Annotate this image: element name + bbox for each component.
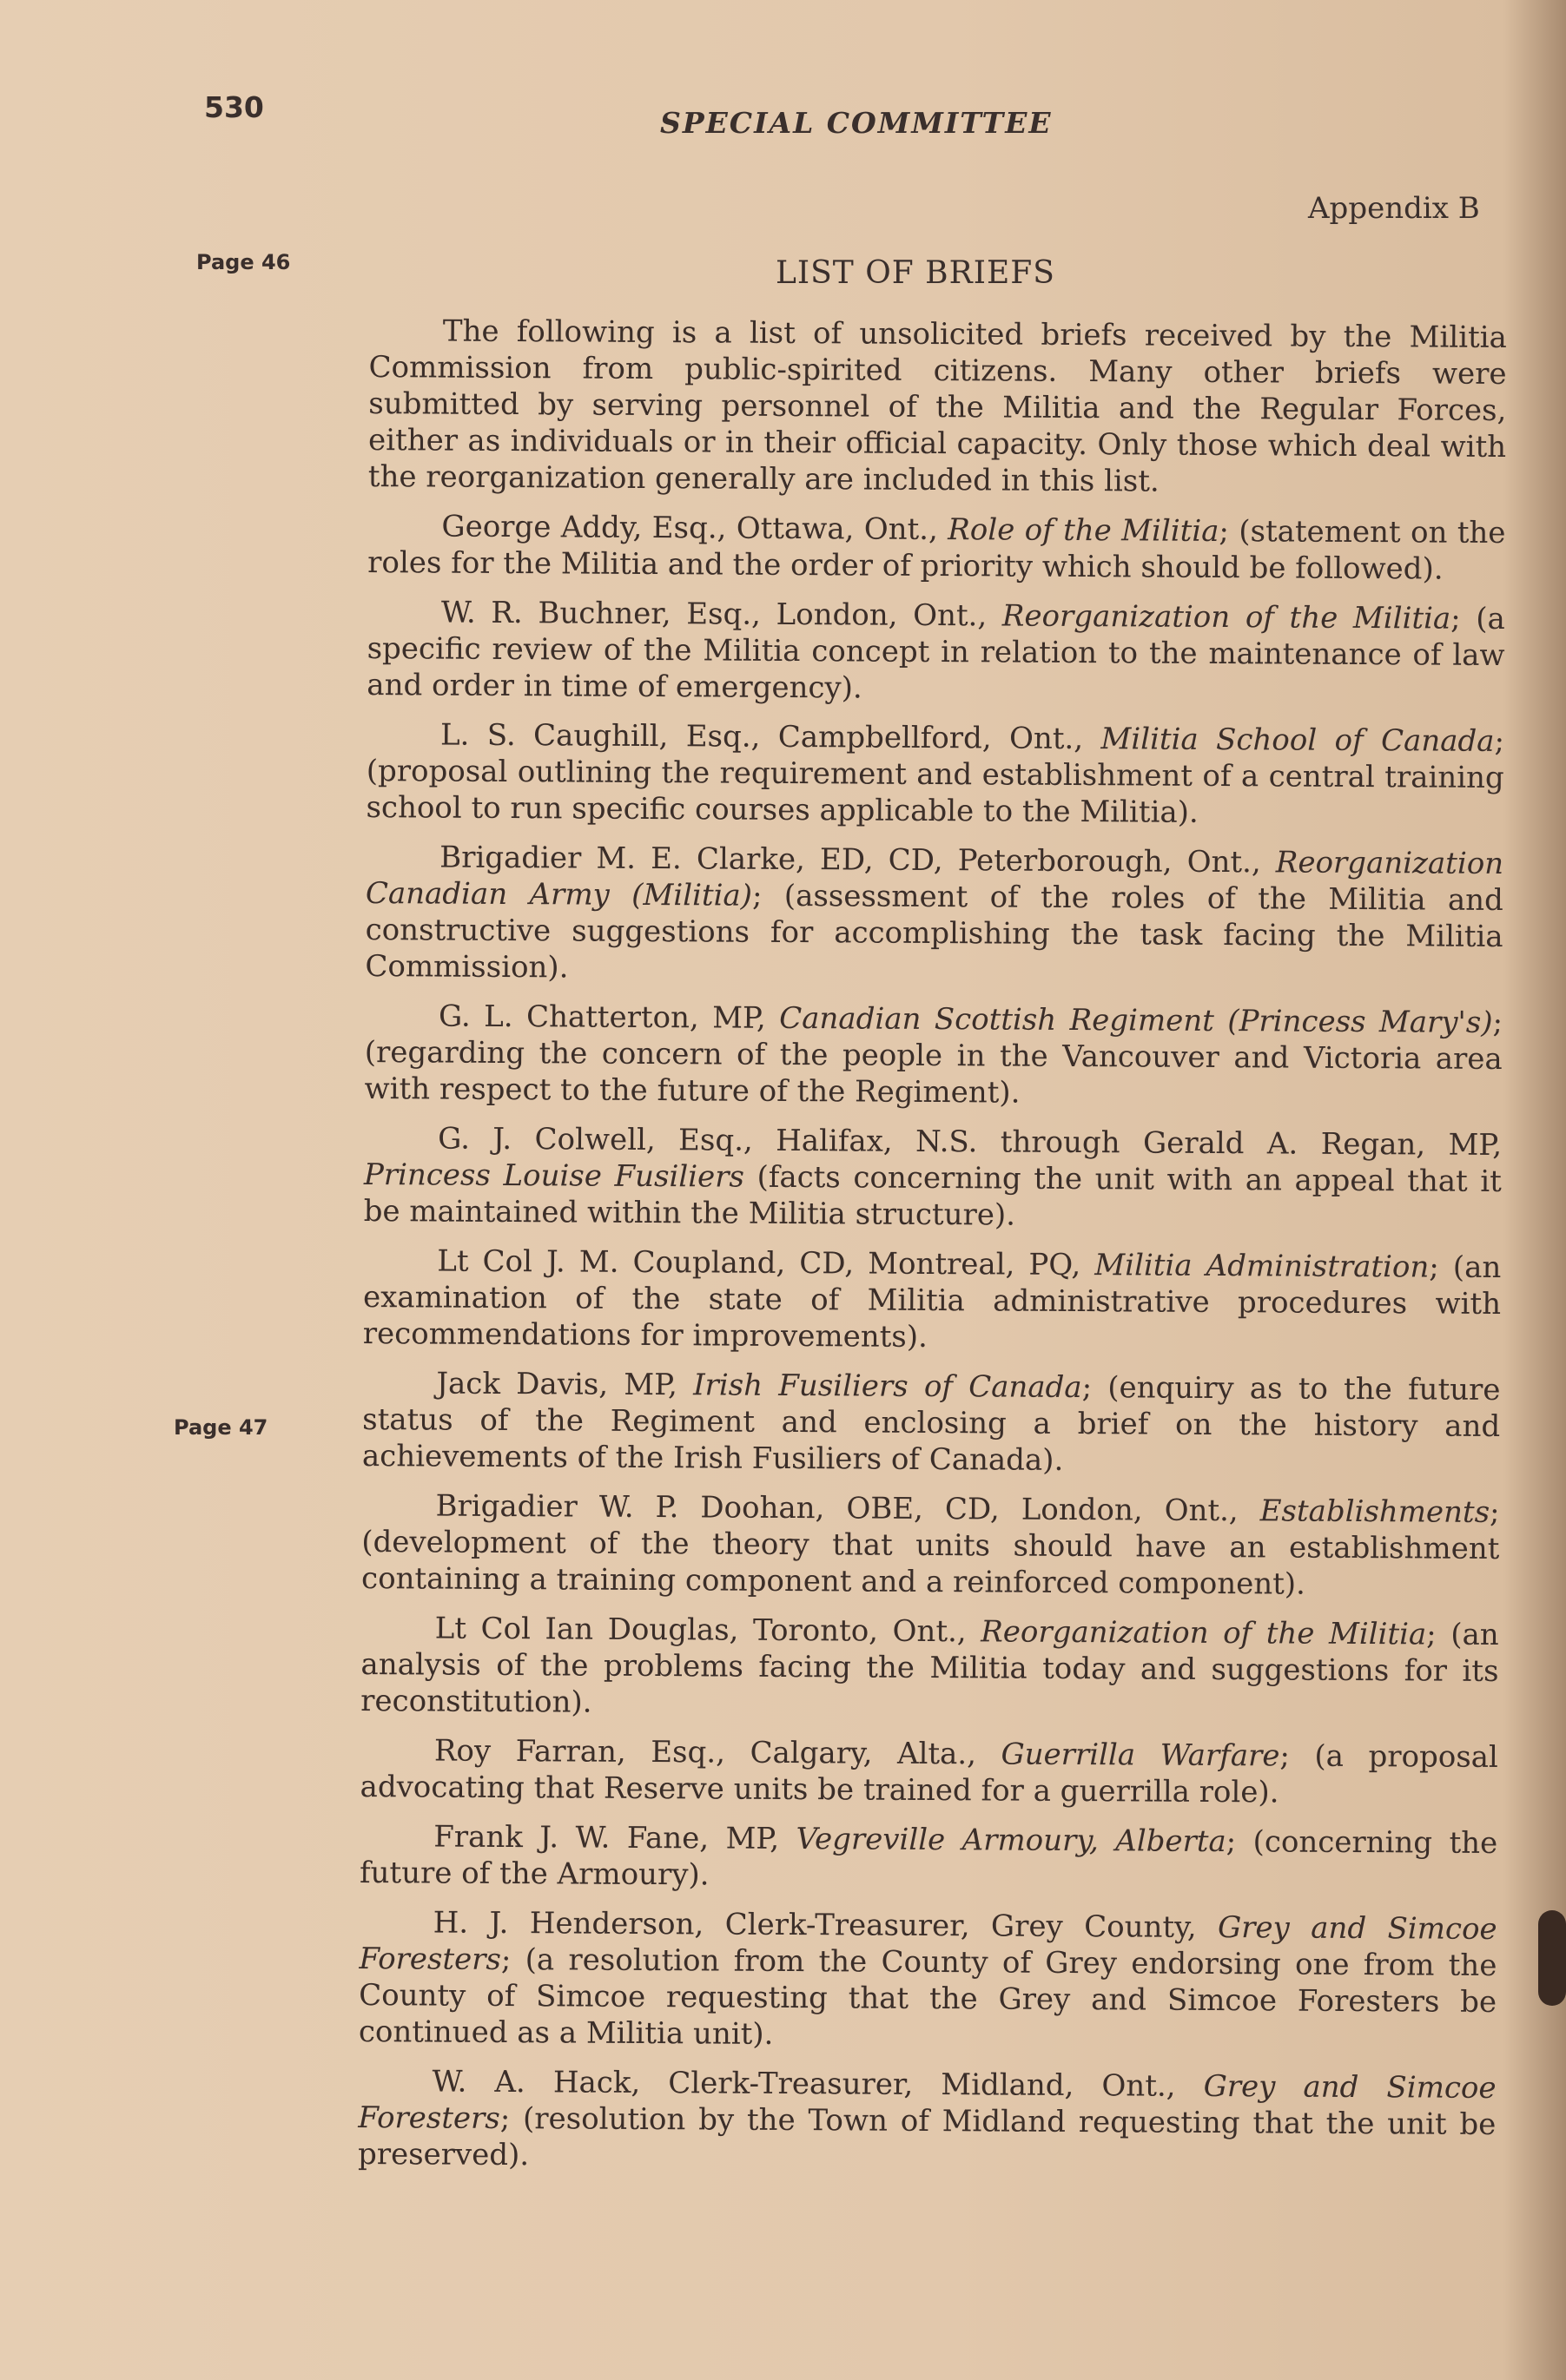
brief-description: ; (a specific review of the Militia concept in relation to the maintenance of law and order in time of emergency). (367, 601, 1505, 706)
brief-author: W. R. Buchner, Esq., London, Ont., (440, 595, 1003, 634)
brief-title: Irish Fusiliers of Canada (693, 1368, 1082, 1406)
brief-title: Canadian Scottish Regiment (Princess Mary's) (779, 1000, 1493, 1040)
brief-author: Frank J. W. Fane, MP, (433, 1819, 796, 1857)
brief-author: G. L. Chatterton, MP, (438, 999, 780, 1036)
brief-title: Princess Louise Fusiliers (363, 1157, 745, 1195)
brief-description: ; (a proposal advocating that Reserve units be trained for a guerrilla role). (360, 1738, 1498, 1810)
briefs-list (358, 313, 1507, 2192)
brief-author: L. S. Caughill, Esq., Campbellford, Ont., (439, 717, 1101, 757)
brief-title: Establishments (1259, 1493, 1490, 1530)
list-title: LIST OF BRIEFS (776, 255, 1055, 291)
brief-description: ; (development of the theory that units should have an establishment containing a training component and a reinforced component). (360, 1494, 1500, 1602)
brief-entry (365, 839, 1503, 992)
brief-entry (362, 1365, 1501, 1481)
margin-note-page-46: Page 46 (196, 250, 291, 274)
brief-entry (366, 716, 1504, 833)
appendix-label: Appendix B (1308, 191, 1480, 226)
running-head: SPECIAL COMMITTEE (660, 106, 1053, 140)
brief-author: Brigadier W. P. Doohan, OBE, CD, London, Ont., (435, 1488, 1260, 1529)
brief-title: Vegreville Armoury, Alberta (796, 1822, 1226, 1860)
brief-author: Jack Davis, MP, (436, 1366, 694, 1403)
brief-author: Roy Farran, Esq., Calgary, Alta., (433, 1733, 1001, 1772)
brief-entry (360, 1818, 1497, 1898)
brief-author: Lt Col J. M. Coupland, CD, Montreal, PQ, (437, 1243, 1095, 1283)
brief-entry (367, 508, 1505, 588)
binding-mark (1538, 1910, 1566, 2006)
brief-entry (363, 1243, 1502, 1359)
brief-description: ; (enquiry as to the future status of the Regiment and enclosing a brief on the history and achievements of the Irish Fusiliers of Canada). (361, 1370, 1501, 1478)
brief-title: Reorganization of the Militia (1001, 598, 1451, 636)
brief-entry (360, 1732, 1497, 1812)
brief-description: ; (concerning the future of the Armoury). (359, 1824, 1498, 1893)
brief-entry (361, 1487, 1500, 1604)
brief-author: H. J. Henderson, Clerk-Treasurer, Grey County, (433, 1905, 1219, 1946)
brief-entry (359, 1904, 1497, 2057)
brief-entry (360, 1610, 1499, 1726)
brief-description: ; (statement on the roles for the Militia and the order of priority which should be followed). (367, 513, 1506, 587)
intro-paragraph: The following is a list of unsolicited briefs received by the Militia Commission from public-spirited citizens. Many other briefs were submitted by serving personnel of the Militia and the Regular Forces, either as individuals or in their official capacity. Only those which deal with the reorganization generally are included in this list. (367, 313, 1507, 499)
brief-entry (364, 1120, 1503, 1236)
brief-entry (367, 594, 1505, 710)
brief-description: ; (proposal outlining the requirement and establishment of a central training school to run specific courses applicable to the Militia). (366, 723, 1505, 830)
margin-note-page-47: Page 47 (174, 1415, 268, 1440)
brief-title: Grey and Simcoe Foresters (359, 1910, 1497, 1977)
brief-entry (364, 998, 1503, 1114)
brief-description: ; (an examination of the state of Militia administrative procedures with recommendations for improvements). (362, 1249, 1502, 1355)
brief-title: Militia Administration (1094, 1248, 1430, 1285)
page-number: 530 (204, 90, 264, 124)
brief-author: W. A. Hack, Clerk-Treasurer, Midland, Ont., (432, 2064, 1204, 2104)
brief-author: G. J. Colwell, Esq., Halifax, N.S. through Gerald A. Regan, MP, (438, 1121, 1503, 1163)
brief-title: Guerrilla Warfare (1001, 1737, 1280, 1774)
brief-title: Role of the Militia (948, 512, 1219, 549)
brief-description: ; (a resolution from the County of Grey endorsing one from the County of Simcoe requesting that the Grey and Simcoe Foresters be continued as a Militia unit). (358, 1942, 1497, 2052)
brief-author: George Addy, Esq., Ottawa, Ont., (441, 509, 948, 548)
brief-entry (358, 2063, 1497, 2179)
brief-title: Reorganization of the Militia (981, 1614, 1427, 1652)
brief-description: ; (assessment of the roles of the Militia and constructive suggestions for accomplishing the task facing the Militia Commission). (365, 878, 1504, 986)
brief-title: Grey and Simcoe Foresters (358, 2068, 1497, 2136)
brief-author: Brigadier M. E. Clarke, ED, CD, Peterborough, Ont., (439, 840, 1276, 880)
brief-title: Militia School of Canada (1100, 722, 1495, 759)
brief-description: ; (resolution by the Town of Midland requesting that the unit be preserved). (357, 2100, 1497, 2173)
brief-title: Reorganization Canadian Army (Militia) (365, 845, 1504, 913)
brief-description: (facts concerning the unit with an appeal that it be maintained within the Militia structure). (363, 1159, 1503, 1233)
brief-author: Lt Col Ian Douglas, Toronto, Ont., (434, 1611, 981, 1650)
brief-description: ; (an analysis of the problems facing the Militia today and suggestions for its reconstitution). (360, 1617, 1499, 1720)
brief-description: ; (regarding the concern of the people in the Vancouver and Victoria area with respect to the future of the Regiment). (364, 1005, 1503, 1111)
